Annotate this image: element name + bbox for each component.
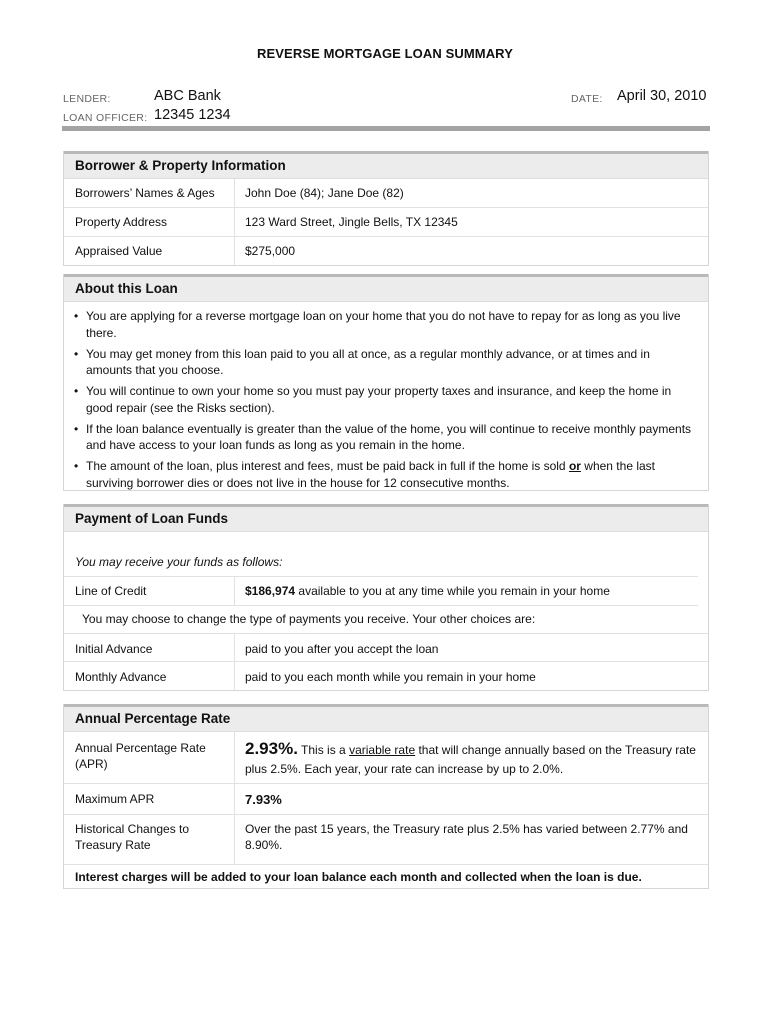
historical-changes-label: Historical Changes to Treasury Rate — [75, 822, 190, 852]
list-item: • If the loan balance eventually is greater than the value of the home, you will continue to receive monthly payments and have access to your loan funds as long as you remain in the home. — [64, 421, 694, 454]
apr-heading: Annual Percentage Rate — [64, 704, 708, 732]
borrower-section — [63, 151, 709, 266]
loan-officer-value: 12345 1234 — [154, 107, 231, 123]
borrower-heading: Borrower & Property Information — [64, 151, 708, 179]
list-item: • You may get money from this loan paid to you all at once, as a regular monthly advance, or at times and in amounts that you choose. — [64, 346, 694, 379]
apr-rate: 2.93%. — [245, 739, 298, 758]
borrower-names-label: Borrowers’ Names & Ages — [75, 186, 215, 200]
payment-section — [63, 504, 709, 691]
apr-label: Annual Percentage Rate (APR) — [75, 741, 206, 771]
list-item: • The amount of the loan, plus interest and fees, must be paid back in full if the home is sold or when the last surviving borrower dies or does not live in the house for 12 consecutive months. — [64, 458, 694, 491]
appraised-value-label: Appraised Value — [75, 244, 163, 258]
maximum-apr-value: 7.93% — [245, 792, 282, 807]
lender-label: LENDER: — [63, 93, 111, 105]
interest-note: Interest charges will be added to your loan balance each month and collected when the loan is due. — [75, 870, 642, 884]
payment-heading: Payment of Loan Funds — [64, 504, 708, 532]
apr-section — [63, 704, 709, 889]
loan-officer-label: LOAN OFFICER: — [63, 112, 148, 124]
document-title: REVERSE MORTGAGE LOAN SUMMARY — [257, 46, 513, 61]
maximum-apr-label: Maximum APR — [75, 792, 155, 806]
apr-value: 2.93%. This is a variable rate that will change annually based on the Treasury rate plus 2.5%. Each year, your rate can increase by up to 2.0%. — [245, 739, 696, 776]
table-row — [64, 633, 708, 662]
table-row — [64, 815, 708, 865]
table-row — [64, 237, 708, 265]
table-row — [64, 661, 708, 690]
monthly-advance-value: paid to you each month while you remain in your home — [245, 670, 536, 684]
initial-advance-label: Initial Advance — [75, 642, 153, 656]
line-of-credit-row — [64, 576, 698, 606]
monthly-advance-label: Monthly Advance — [75, 670, 167, 684]
appraised-value-value: $275,000 — [245, 244, 296, 258]
about-bullet-list — [64, 302, 708, 491]
emphasis-or: or — [568, 459, 581, 473]
line-of-credit-label: Line of Credit — [75, 584, 147, 598]
borrower-names-value: John Doe (84); Jane Doe (82) — [245, 186, 404, 200]
header-divider — [62, 126, 710, 131]
table-row — [64, 731, 708, 784]
date-label: DATE: — [571, 93, 603, 105]
lender-value: ABC Bank — [154, 88, 221, 104]
about-section — [63, 274, 709, 491]
table-row — [64, 179, 708, 208]
variable-rate-term: variable rate — [349, 743, 416, 757]
property-address-label: Property Address — [75, 215, 168, 229]
list-item: • You are applying for a reverse mortgage loan on your home that you do not have to repay for as long as you live there. — [64, 308, 694, 341]
line-of-credit-value: $186,974 available to you at any time while you remain in your home — [245, 584, 610, 598]
property-address-value: 123 Ward Street, Jingle Bells, TX 12345 — [245, 215, 458, 229]
table-row — [64, 784, 708, 815]
historical-changes-value: Over the past 15 years, the Treasury rate plus 2.5% has varied between 2.77% and 8.90%. — [245, 822, 688, 852]
payment-choices-text: You may choose to change the type of payments you receive. Your other choices are: — [82, 612, 536, 626]
payment-intro: You may receive your funds as follows: — [75, 555, 283, 569]
date-value: April 30, 2010 — [617, 88, 707, 104]
initial-advance-value: paid to you after you accept the loan — [245, 642, 439, 656]
about-heading: About this Loan — [64, 274, 708, 302]
list-item: • You will continue to own your home so you must pay your property taxes and insurance, and keep the home in good repair (see the Risks section). — [64, 383, 694, 416]
line-of-credit-amount: $186,974 — [245, 584, 296, 598]
table-row — [64, 208, 708, 237]
